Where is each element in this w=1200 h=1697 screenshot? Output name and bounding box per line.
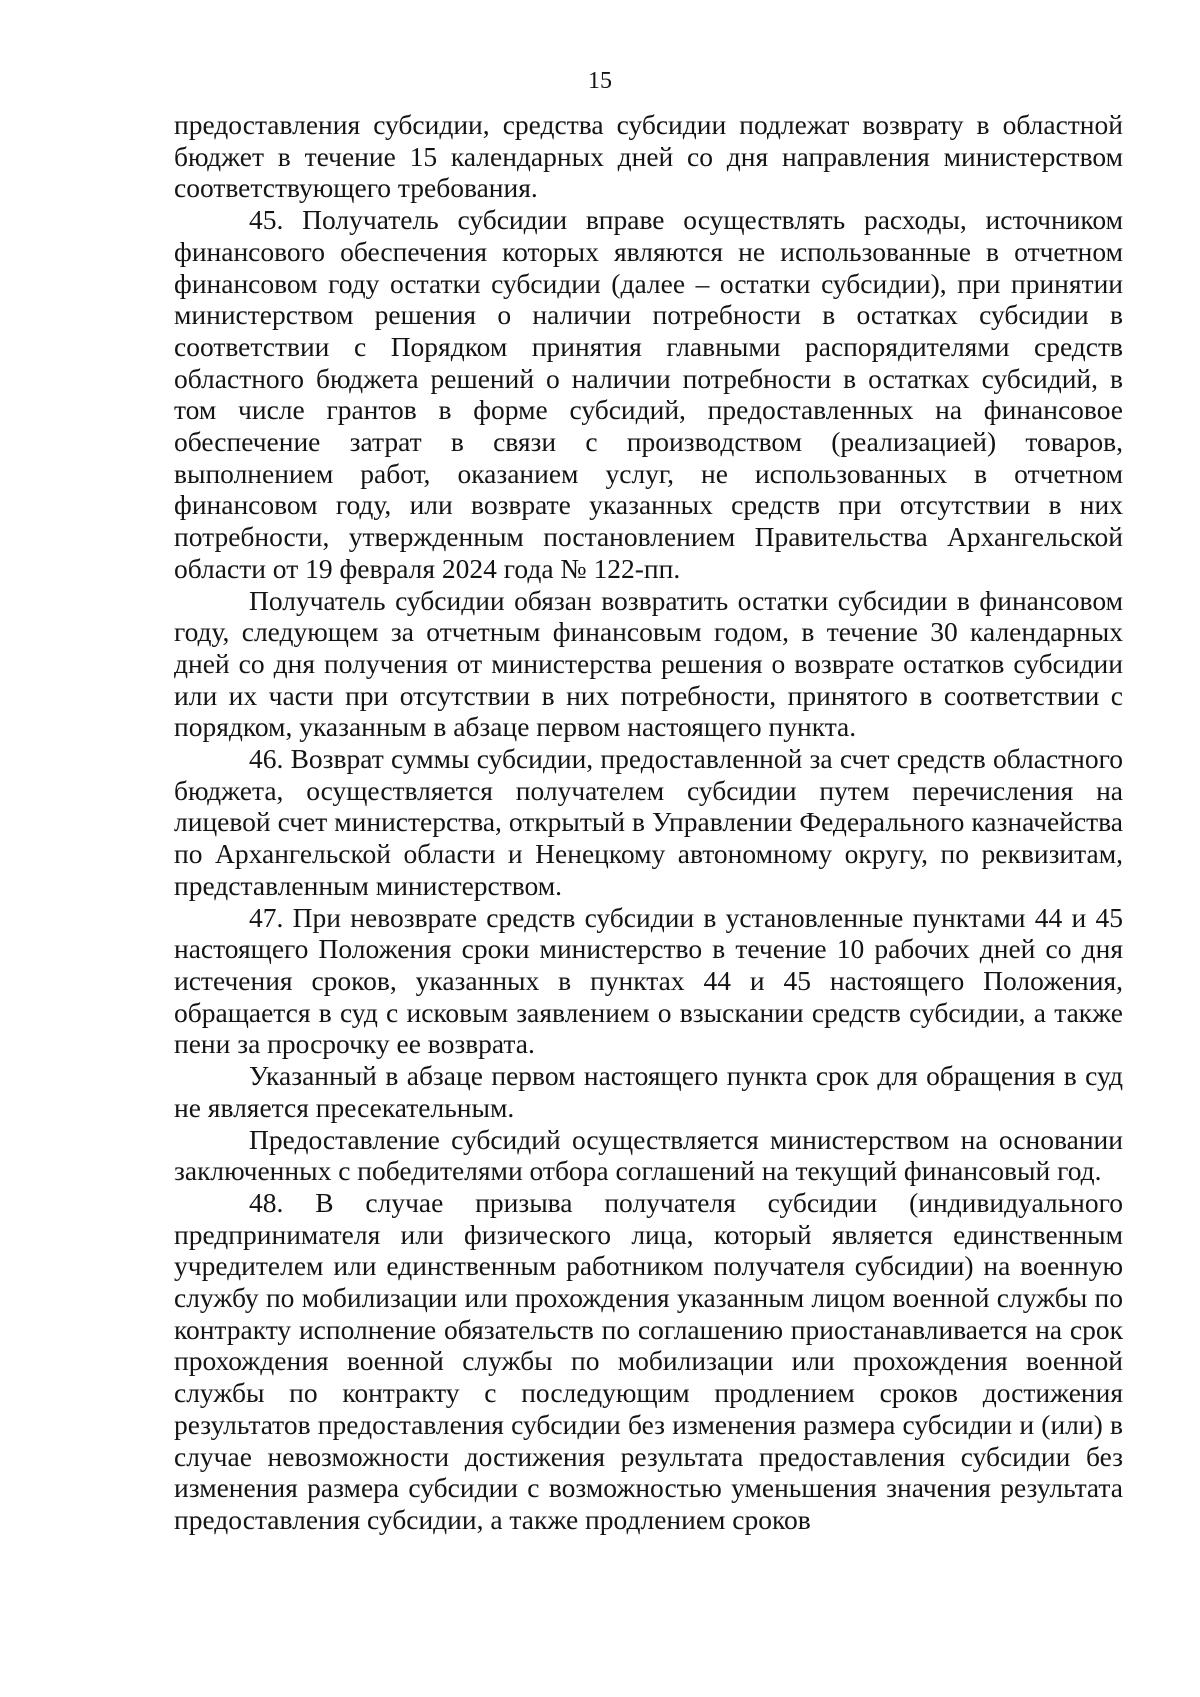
page-number: 15 (588, 68, 612, 94)
paragraph-item-47: 47. При невозврате средств субсидии в установленные пунктами 44 и 45 настоящего Положения сроки министерство в течение 10 рабочих дней со дня истечения сроков, указанных в пунктах 44 и 45 настоящего Положения, обращается в суд с исковым заявлением о взыскании средств субсидии, а также пени за просрочку ее возврата. (174, 901, 1123, 1060)
document-body (174, 109, 1123, 1536)
paragraph-item-45-return-remainder: Получатель субсидии обязан возвратить остатки субсидии в финансовом году, следующем за отчетным финансовым годом, в течение 30 календарных дней со дня получения от министерства решения о возврате остатков субсидии или их части при отсутствии в них потребности, принятого в соответствии с порядком, указанным в абзаце первом настоящего пункта. (174, 584, 1123, 743)
paragraph-item-45: 45. Получатель субсидии вправе осуществлять расходы, источником финансового обеспечения которых являются не использованные в отчетном финансовом году остатки субсидии (далее – остатки субсидии), при принятии министерством решения о наличии потребности в остатках субсидии в соответствии с Порядком принятия главными распорядителями средств областного бюджета решений о наличии потребности в остатках субсидий, в том числе грантов в форме субсидий, предоставленных на финансовое обеспечение затрат в связи с производством (реализацией) товаров, выполнением работ, оказанием услуг, не использованных в отчетном финансовом году, или возврате указанных средств при отсутствии в них потребности, утвержденным постановлением Правительства Архангельской области от 19 февраля 2024 года № 122-пп. (174, 204, 1123, 584)
paragraph-item-48: 48. В случае призыва получателя субсидии (индивидуального предпринимателя или физического лица, который является единственным учредителем или единственным работником получателя субсидии) на военную службу по мобилизации или прохождения указанным лицом военной службы по контракту исполнение обязательств по соглашению приостанавливается на срок прохождения военной службы по мобилизации или прохождения военной службы по контракту с последующим продлением сроков достижения результатов предоставления субсидии без изменения размера субсидии и (или) в случае невозможности достижения результата предоставления субсидии без изменения размера субсидии с возможностью уменьшения значения результата предоставления субсидии, а также продлением сроков (174, 1186, 1123, 1535)
paragraph-item-47-term: Указанный в абзаце первом настоящего пункта срок для обращения в суд не является пресекательным. (174, 1060, 1123, 1123)
paragraph-item-47-agreements: Предоставление субсидий осуществляется министерством на основании заключенных с победителями отбора соглашений на текущий финансовый год. (174, 1123, 1123, 1187)
paragraph-item-46: 46. Возврат суммы субсидии, предоставленной за счет средств областного бюджета, осуществляется получателем субсидии путем перечисления на лицевой счет министерства, открытый в Управлении Федерального казначейства по Архангельской области и Ненецкому автономному округу, по реквизитам, представленным министерством. (174, 743, 1123, 901)
paragraph-continuation: предоставления субсидии, средства субсидии подлежат возврату в областной бюджет в течение 15 календарных дней со дня направления министерством соответствующего требования. (174, 109, 1123, 204)
